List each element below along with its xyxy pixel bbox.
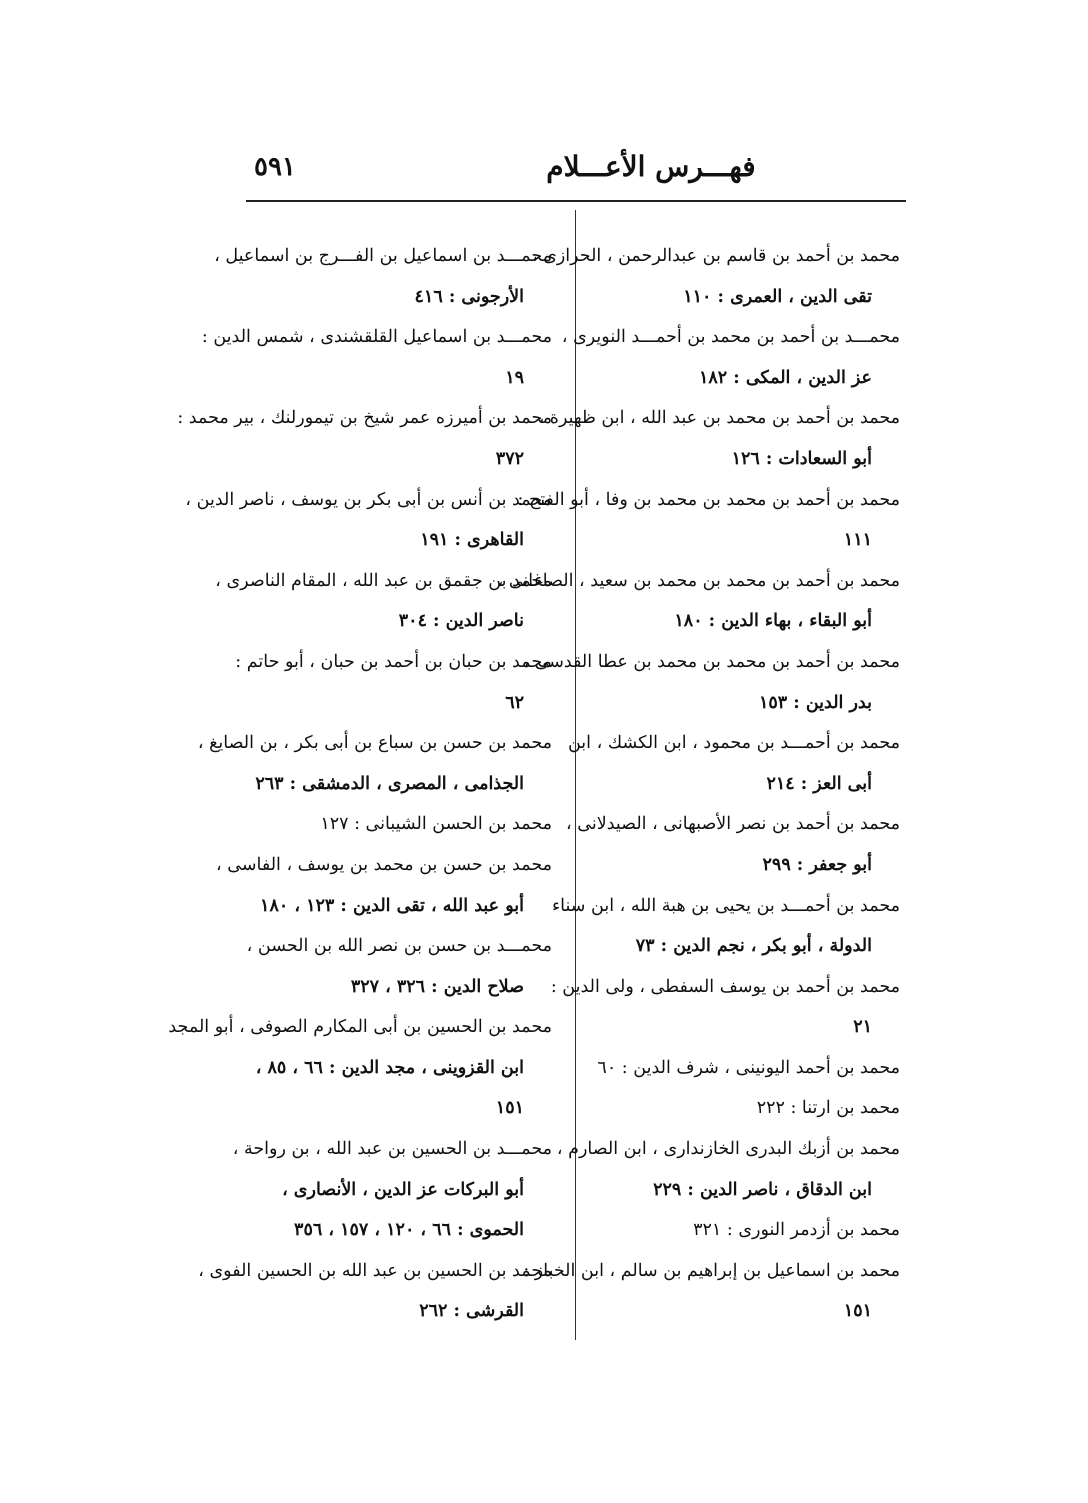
entry-name: محمد بن أحمد بن يوسف السفطى ، ولى الدين : <box>550 976 900 997</box>
entry-name: محمد بن أحمد بن نصر الأصبهانى ، الصيدلانى ، <box>566 814 900 835</box>
index-entry <box>597 1048 900 1089</box>
entry-name: محمد بن اسماعيل بن إبراهيم بن سالم ، ابن الخباز : <box>523 1260 900 1281</box>
column-divider <box>575 210 576 1340</box>
entry-detail: أبو البركات عز الدين ، الأنصارى ، <box>282 1179 524 1200</box>
index-entry <box>185 480 552 561</box>
entry-name: محمد بن أحمد بن محمد بن محمد بن وفا ، أبو الفتح : <box>517 489 900 510</box>
index-entry <box>497 561 900 642</box>
entry-name: محمد بن حبان بن أحمد بن حبان ، أبو حاتم : <box>235 651 552 672</box>
entry-detail: الجذامى ، المصرى ، الدمشقى : ٢٦٣ <box>255 773 524 794</box>
entry-detail: أبو البقاء ، بهاء الدين : ١٨٠ <box>674 611 872 632</box>
header-rule <box>246 200 906 202</box>
entry-name: محمد بن أنس بن أبى بكر بن يوسف ، ناصر الدين ، <box>185 489 552 510</box>
entry-detail: القاهرى : ١٩١ <box>420 530 524 551</box>
index-entry <box>523 1251 900 1332</box>
index-entry <box>523 642 900 723</box>
index-entry <box>561 317 900 398</box>
index-entry <box>531 236 900 317</box>
entry-name: محمـــد بن الحسين بن عبد الله ، بن رواحة ، <box>232 1139 552 1160</box>
entry-name: محمـــد بن حسن بن نصر الله بن الحسن ، <box>246 936 552 957</box>
entry-detail: بدر الدين : ١٥٣ <box>758 692 872 713</box>
index-entry <box>177 398 552 479</box>
index-entry <box>550 967 900 1048</box>
entry-detail: ٢١ <box>853 1017 872 1038</box>
entry-name: محمد بن أميرزه عمر شيخ بن تيمورلنك ، بير محمد : <box>177 408 552 429</box>
entry-detail: ١١١ <box>843 530 872 551</box>
index-entry <box>551 886 900 967</box>
index-entry <box>215 561 552 642</box>
entry-detail: الأرجونى : ٤١٦ <box>414 286 524 307</box>
entry-name: محمد بن أحمد بن محمد بن عبد الله ، ابن ظهيرة ، <box>538 408 900 429</box>
index-entry <box>250 804 552 845</box>
entry-detail: صلاح الدين : ٣٢٦ ، ٣٢٧ <box>350 976 524 997</box>
entry-detail: ابن الدقاق ، ناصر الدين : ٢٢٩ <box>653 1179 872 1200</box>
index-entry <box>168 1007 552 1129</box>
entry-detail: ٣٧٢ <box>495 448 524 469</box>
entry-detail: الحموى : ٦٦ ، ١٢٠ ، ١٥٧ ، ٣٥٦ <box>294 1220 524 1241</box>
entry-name: محمد بن الحسين بن عبد الله بن الحسين الفوى ، <box>198 1260 552 1281</box>
entry-name: محمد بن أزبك البدرى الخازندارى ، ابن الصارم ، <box>556 1139 900 1160</box>
entry-name: محمـــد بن أحمد بن محمد بن أحمـــد النويرى ، <box>561 327 900 348</box>
entry-detail: أبى العز : ٢١٤ <box>766 773 872 794</box>
index-entry <box>214 236 552 317</box>
entry-name: محمد بن ارتنا : ٢٢٢ <box>756 1098 900 1119</box>
index-entry <box>600 1088 900 1129</box>
entry-name: محمد بن أحمـــد بن محمود ، ابن الكشك ، ابن <box>567 733 900 754</box>
index-entry <box>235 642 552 723</box>
entry-name: محمد بن جقمق بن عبد الله ، المقام الناصرى ، <box>215 570 552 591</box>
index-entry <box>538 398 900 479</box>
entry-name: محمد بن أحمـــد بن يحيى بن هبة الله ، ابن سناء <box>551 895 900 916</box>
index-entry <box>600 1210 900 1251</box>
index-entry <box>556 1129 900 1210</box>
entry-detail: ١٩ <box>505 367 524 388</box>
index-entry <box>232 1129 552 1251</box>
entry-detail: القرشى : ٢٦٢ <box>419 1301 524 1322</box>
entry-detail: أبو عبد الله ، تقى الدين : ١٢٣ ، ١٨٠ <box>260 895 524 916</box>
entry-name: محمـــد بن اسماعيل القلقشندى ، شمس الدين : <box>201 327 552 348</box>
left-column <box>168 236 552 1332</box>
entry-detail: ٦٢ <box>505 692 524 713</box>
entry-name: محمد بن أزدمر النورى : ٣٢١ <box>693 1220 900 1241</box>
entry-detail: أبو جعفر : ٢٩٩ <box>762 854 872 875</box>
index-entry <box>517 480 900 561</box>
index-entry <box>197 723 552 804</box>
index-entry <box>567 723 900 804</box>
entry-name: محمـــد بن اسماعيل بن الفـــرج بن اسماعيل ، <box>214 246 552 266</box>
page-title: فهـــرس الأعـــلام <box>546 150 756 183</box>
entry-detail: الدولة ، أبو بكر ، نجم الدين : ٧٣ <box>635 936 872 957</box>
entry-detail: عز الدين ، المكى : ١٨٢ <box>698 367 872 388</box>
entry-name: محمد بن الحسين بن أبى المكارم الصوفى ، أبو المجد <box>168 1017 552 1038</box>
entry-name: محمد بن حسن بن محمد بن يوسف ، الفاسى ، <box>216 854 552 875</box>
entry-name: محمد بن حسن بن سباع بن أبى بكر ، بن الصايغ ، <box>197 733 552 754</box>
entry-name: محمد بن أحمد بن محمد بن محمد بن عطا القدسى ، <box>523 651 900 672</box>
index-entry <box>246 926 552 1007</box>
page-header <box>246 150 906 190</box>
entry-name: محمد بن الحسن الشيبانى : ١٢٧ <box>320 814 552 835</box>
index-entry <box>198 1251 552 1332</box>
entry-name: محمد بن أحمد بن محمد بن محمد بن سعيد ، الصاغانى ، <box>497 570 900 591</box>
index-entry <box>566 804 900 885</box>
index-entry <box>201 317 552 398</box>
page-number: ٥٩١ <box>254 152 296 182</box>
entry-detail: أبو السعادات : ١٢٦ <box>731 448 872 469</box>
entry-detail: ١٥١ <box>843 1301 872 1322</box>
entry-detail: ابن القزوينى ، مجد الدين : ٦٦ ، ٨٥ ، <box>255 1057 524 1078</box>
entry-detail: تقى الدين ، العمرى : ١١٠ <box>683 286 872 307</box>
entry-detail: ١٥١ <box>495 1098 524 1119</box>
entry-name: محمد بن أحمد اليونينى ، شرف الدين : ٦٠ <box>597 1057 900 1078</box>
index-entry <box>216 845 552 926</box>
entry-name: محمد بن أحمد بن قاسم بن عبدالرحمن ، الحرازى ، <box>531 246 900 266</box>
entry-detail: ناصر الدين : ٣٠٤ <box>398 611 524 632</box>
